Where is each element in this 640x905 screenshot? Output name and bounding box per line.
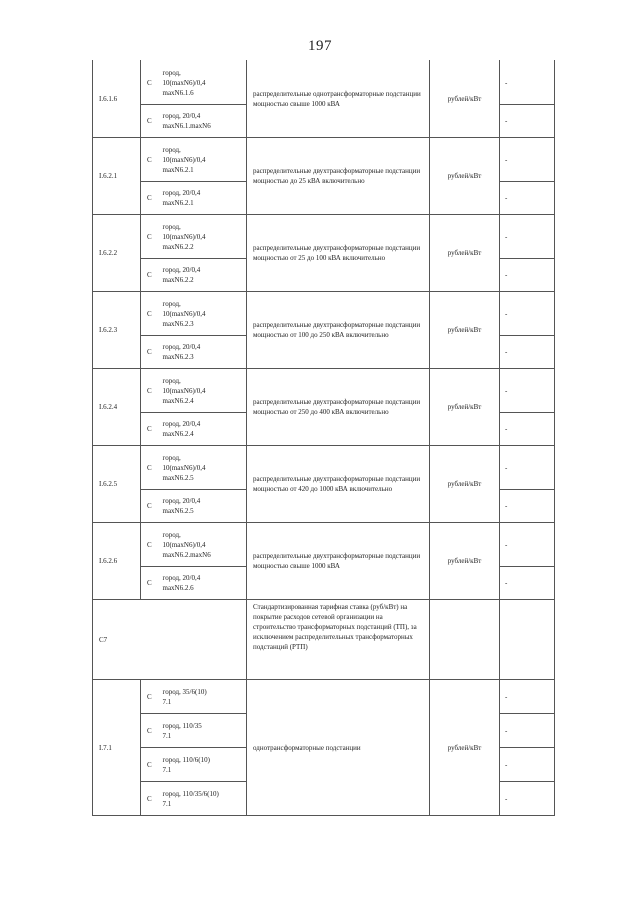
- section-row: [93, 600, 555, 680]
- row-code: I.6.2.1: [93, 138, 141, 215]
- value-cell: -: [500, 61, 555, 105]
- section-empty-cell: [500, 600, 555, 680]
- category-letter: С: [141, 369, 161, 413]
- value-cell: -: [500, 105, 555, 138]
- condition-text: город, 35/6(10) 7.1: [162, 687, 207, 706]
- condition-cell: [161, 138, 247, 182]
- category-letter: С: [141, 413, 161, 446]
- unit-cell: рублей/кВт: [430, 446, 500, 523]
- table-row: [93, 523, 555, 567]
- condition-cell: [161, 336, 247, 369]
- condition-cell: [161, 714, 247, 748]
- value-cell: -: [500, 369, 555, 413]
- value-cell: -: [500, 413, 555, 446]
- row-code: I.6.2.6: [93, 523, 141, 600]
- condition-text: город, 10(maxN6)/0,4 maxN6.2.4: [162, 376, 206, 405]
- category-letter: С: [141, 105, 161, 138]
- section-description: Стандартизированная тарифная ставка (руб/кВт) на покрытие расходов сетевой организации на строительство трансформаторных подстанций (ТП), за исключением распределительных трансформаторных подстанций (РТП): [247, 600, 430, 680]
- category-letter: С: [141, 490, 161, 523]
- value-cell: -: [500, 748, 555, 782]
- category-letter: С: [141, 336, 161, 369]
- condition-text: город, 20/0,4 maxN6.2.6: [162, 574, 201, 592]
- category-letter: С: [141, 138, 161, 182]
- row-code: I.6.2.4: [93, 369, 141, 446]
- category-letter: С: [141, 567, 161, 600]
- category-letter: С: [141, 61, 161, 105]
- row-code: I.6.2.5: [93, 446, 141, 523]
- value-cell: -: [500, 490, 555, 523]
- condition-text: город, 110/35 7.1: [162, 721, 202, 740]
- section-empty-cell: [430, 600, 500, 680]
- row-code: I.6.1.6: [93, 61, 141, 138]
- value-cell: -: [500, 680, 555, 714]
- table-row: [93, 680, 555, 714]
- category-letter: С: [141, 292, 161, 336]
- description-cell: распределительные двухтрансформаторные подстанции мощностью от 25 до 100 кВА включительно: [247, 215, 430, 292]
- condition-cell: [161, 567, 247, 600]
- description-cell: однотрансформаторные подстанции: [247, 680, 430, 816]
- condition-text: город, 110/6(10) 7.1: [162, 755, 210, 774]
- condition-cell: [161, 369, 247, 413]
- condition-text: город, 20/0,4 maxN6.2.5: [162, 497, 201, 515]
- category-letter: С: [141, 714, 161, 748]
- condition-cell: [161, 182, 247, 215]
- condition-text: город, 20/0,4 maxN6.1.maxN6: [162, 112, 211, 130]
- condition-cell: [161, 680, 247, 714]
- row-code: I.6.2.2: [93, 215, 141, 292]
- condition-text: город, 110/35/6(10) 7.1: [162, 789, 219, 808]
- description-cell: распределительные двухтрансформаторные подстанции мощностью от 420 до 1000 кВА включительно: [247, 446, 430, 523]
- condition-text: город, 10(maxN6)/0,4 maxN6.1.6: [162, 68, 206, 97]
- condition-cell: [161, 523, 247, 567]
- tariff-table: [92, 60, 555, 816]
- section-code: C7: [93, 600, 247, 680]
- value-cell: -: [500, 714, 555, 748]
- value-cell: -: [500, 138, 555, 182]
- condition-cell: [161, 490, 247, 523]
- condition-cell: [161, 782, 247, 816]
- unit-cell: рублей/кВт: [430, 292, 500, 369]
- table-row: [93, 292, 555, 336]
- table-row: [93, 215, 555, 259]
- description-cell: распределительные однотрансформаторные подстанции мощностью свыше 1000 кВА: [247, 61, 430, 138]
- condition-text: город, 10(maxN6)/0,4 maxN6.2.2: [162, 222, 206, 251]
- category-letter: С: [141, 680, 161, 714]
- value-cell: -: [500, 567, 555, 600]
- value-cell: -: [500, 182, 555, 215]
- condition-cell: [161, 215, 247, 259]
- value-cell: -: [500, 523, 555, 567]
- condition-text: город, 10(maxN6)/0,4 maxN6.2.1: [162, 145, 206, 174]
- description-cell: распределительные двухтрансформаторные подстанции мощностью от 100 до 250 кВА включительно: [247, 292, 430, 369]
- value-cell: -: [500, 215, 555, 259]
- description-cell: распределительные двухтрансформаторные подстанции мощностью от 250 до 400 кВА включительно: [247, 369, 430, 446]
- condition-cell: [161, 292, 247, 336]
- condition-text: город, 20/0,4 maxN6.2.2: [162, 266, 201, 284]
- unit-cell: рублей/кВт: [430, 61, 500, 138]
- category-letter: С: [141, 182, 161, 215]
- table-row: [93, 61, 555, 105]
- category-letter: С: [141, 782, 161, 816]
- condition-text: город, 10(maxN6)/0,4 maxN6.2.3: [162, 299, 206, 328]
- page-number: 197: [308, 38, 332, 54]
- unit-cell: рублей/кВт: [430, 523, 500, 600]
- category-letter: С: [141, 748, 161, 782]
- description-cell: распределительные двухтрансформаторные подстанции мощностью до 25 кВА включительно: [247, 138, 430, 215]
- condition-text: город, 20/0,4 maxN6.2.1: [162, 189, 201, 207]
- category-letter: С: [141, 259, 161, 292]
- unit-cell: рублей/кВт: [430, 138, 500, 215]
- condition-text: город, 20/0,4 maxN6.2.3: [162, 343, 201, 361]
- description-cell: распределительные двухтрансформаторные подстанции мощностью свыше 1000 кВА: [247, 523, 430, 600]
- category-letter: С: [141, 215, 161, 259]
- condition-cell: [161, 413, 247, 446]
- table-row: [93, 446, 555, 490]
- value-cell: -: [500, 259, 555, 292]
- category-letter: С: [141, 446, 161, 490]
- unit-cell: рублей/кВт: [430, 369, 500, 446]
- unit-cell: рублей/кВт: [430, 680, 500, 816]
- unit-cell: рублей/кВт: [430, 215, 500, 292]
- condition-text: город, 10(maxN6)/0,4 maxN6.2.maxN6: [162, 530, 211, 559]
- condition-cell: [161, 105, 247, 138]
- value-cell: -: [500, 336, 555, 369]
- value-cell: -: [500, 446, 555, 490]
- value-cell: -: [500, 292, 555, 336]
- row-code: I.7.1: [93, 680, 141, 816]
- condition-cell: [161, 259, 247, 292]
- row-code: I.6.2.3: [93, 292, 141, 369]
- condition-text: город, 20/0,4 maxN6.2.4: [162, 420, 201, 438]
- value-cell: -: [500, 782, 555, 816]
- condition-text: город, 10(maxN6)/0,4 maxN6.2.5: [162, 453, 206, 482]
- condition-cell: [161, 61, 247, 105]
- condition-cell: [161, 446, 247, 490]
- table-row: [93, 138, 555, 182]
- condition-cell: [161, 748, 247, 782]
- table-row: [93, 369, 555, 413]
- category-letter: С: [141, 523, 161, 567]
